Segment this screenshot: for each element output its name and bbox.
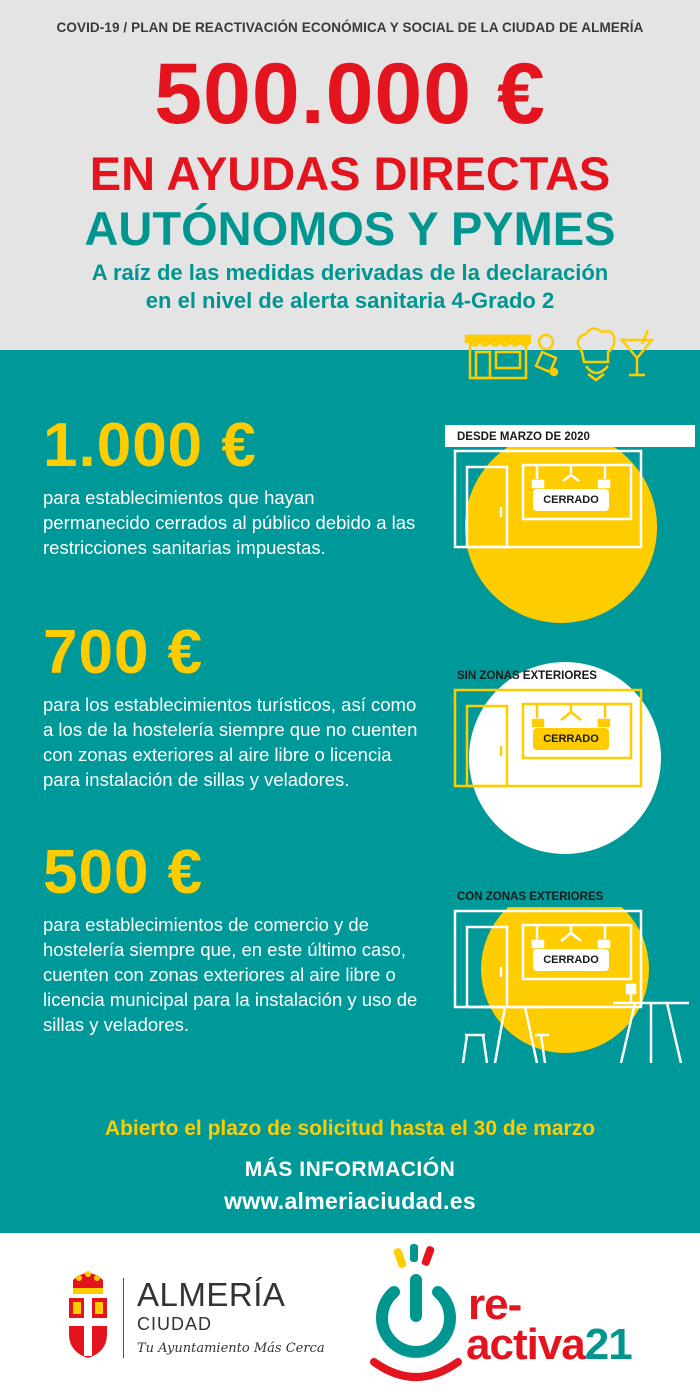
- supertitle: COVID-19 / PLAN DE REACTIVACIÓN ECONÓMICA Y SOCIAL DE LA CIUDAD DE ALMERÍA: [56, 20, 644, 35]
- coat-of-arms-icon: [65, 1270, 111, 1362]
- closed-sign: CERRADO: [543, 954, 599, 966]
- reactiva-word: activa: [466, 1320, 585, 1369]
- aid-amount: 500 €: [43, 838, 204, 907]
- power-icon: [362, 1244, 472, 1384]
- reactiva-year: 21: [584, 1320, 632, 1369]
- almeria-motto: Tu Ayuntamiento Más Cerca: [137, 1341, 325, 1356]
- aid-item-500: [43, 840, 423, 1037]
- badge-title: DESDE MARZO DE 2020: [457, 431, 590, 443]
- reactiva-text-top: re-: [468, 1280, 522, 1329]
- badge-with-outdoor-areas: [445, 885, 695, 1070]
- aid-description: para establecimientos que hayan permanecido cerrados al público debido a las restricciones sanitarias impuestas.: [43, 487, 416, 558]
- badge-title: SIN ZONAS EXTERIORES: [457, 670, 597, 682]
- aid-amount: 700 €: [43, 618, 204, 687]
- badge-no-outdoor-areas: [445, 660, 695, 855]
- more-info-heading: MÁS INFORMACIÓN: [244, 1158, 456, 1181]
- storefront-icon: [445, 660, 695, 855]
- shopping-bag-icon: [536, 335, 557, 375]
- application-deadline: Abierto el plazo de solicitud hasta el 30 de marzo: [104, 1117, 596, 1140]
- logo-divider: [123, 1278, 124, 1358]
- almeria-name: ALMERÍA: [137, 1276, 286, 1313]
- headline-direct-aid: EN AYUDAS DIRECTAS: [89, 147, 611, 200]
- subtitle-line-2: en el nivel de alerta sanitaria 4-Grado 2: [145, 288, 555, 313]
- badge-closed-since-2020: [445, 425, 695, 625]
- aid-description: para los establecimientos turísticos, así como a los de la hostelería siempre que no cuenten con zonas exteriores al aire libre o licencia para instalación de sillas y veladores.: [43, 694, 418, 790]
- headline-autonomos-pymes: AUTÓNOMOS Y PYMES: [84, 202, 616, 255]
- website-link[interactable]: www.almeriaciudad.es: [224, 1188, 476, 1214]
- subtitle: [0, 259, 700, 315]
- aid-item-1000: [43, 413, 423, 560]
- closed-sign: CERRADO: [543, 733, 599, 745]
- almeria-city: CIUDAD: [137, 1314, 213, 1334]
- closed-sign: CERRADO: [543, 494, 599, 506]
- storefront-icon: [445, 425, 695, 625]
- total-amount: 500.000 €: [154, 46, 546, 142]
- subtitle-line-1: A raíz de las medidas derivadas de la declaración: [91, 260, 609, 285]
- hospitality-icons: [462, 322, 662, 382]
- cocktail-glass-icon: [622, 330, 652, 375]
- almeria-ciudad-logo: [65, 1270, 325, 1380]
- reactiva-text-bottom: [466, 1320, 632, 1370]
- reactiva21-logo: [362, 1244, 662, 1384]
- header-banner: [0, 0, 700, 350]
- aid-item-700: [43, 620, 423, 792]
- badge-title: CON ZONAS EXTERIORES: [457, 891, 604, 903]
- aid-description: para establecimientos de comercio y de hostelería siempre que, en este último caso, cuenten con zonas exteriores al aire libre o licencia municipal para la instalación y uso de sillas y veladores.: [43, 914, 418, 1035]
- aid-amount: 1.000 €: [43, 411, 257, 480]
- chef-hat-icon: [578, 328, 614, 380]
- storefront-icon: [445, 885, 695, 1070]
- shop-icon: [466, 336, 530, 378]
